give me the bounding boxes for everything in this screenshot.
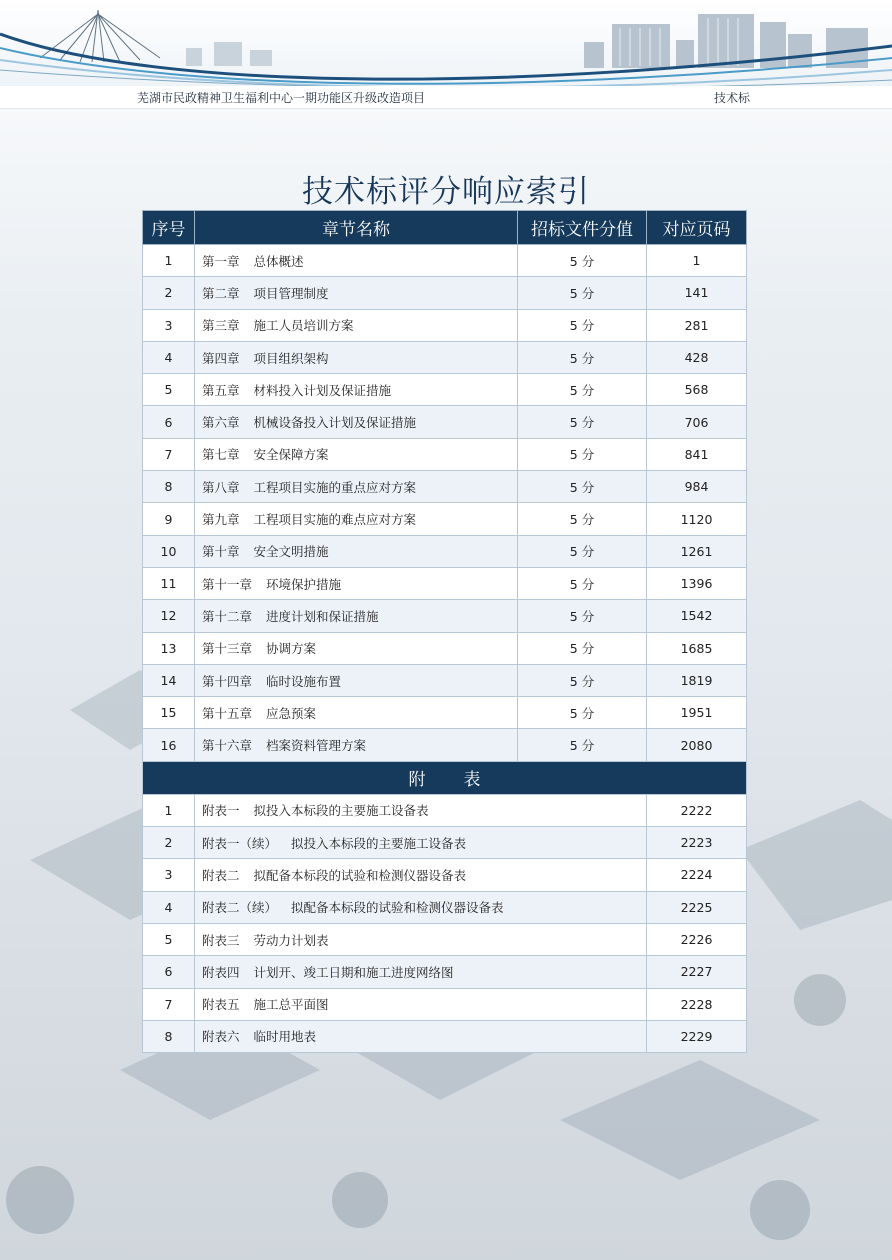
chapter-name [195, 729, 518, 761]
appendix-label: 附表五 [202, 997, 240, 1013]
page-number: 141 [647, 277, 747, 309]
appendix-row [143, 859, 747, 891]
appendix-name [195, 1020, 647, 1052]
chapter-title: 协调方案 [266, 641, 317, 657]
table-row [143, 729, 747, 761]
page-number: 2223 [647, 827, 747, 859]
chapter-label: 第十二章 [202, 608, 253, 624]
appendix-row [143, 794, 747, 826]
appendix-title: 临时用地表 [253, 1029, 317, 1045]
appendix-heading-right: 表 [463, 770, 481, 791]
chapter-label: 第十五章 [202, 705, 253, 721]
appendix-label: 附表二（续） [202, 900, 278, 916]
table-row [143, 600, 747, 632]
score-value: 5 分 [518, 503, 647, 535]
score-value: 5 分 [518, 471, 647, 503]
row-number: 6 [143, 406, 195, 438]
chapter-name [195, 632, 518, 664]
chapter-name [195, 600, 518, 632]
appendix-name [195, 988, 647, 1020]
chapter-label: 第六章 [202, 415, 240, 431]
page-number: 1 [647, 245, 747, 277]
chapter-name [195, 697, 518, 729]
page-number: 2222 [647, 794, 747, 826]
chapter-label: 第八章 [202, 479, 240, 495]
appendix-row [143, 1020, 747, 1052]
col-header-page: 对应页码 [647, 211, 747, 245]
chapter-name [195, 438, 518, 470]
header-project-name: 芜湖市民政精神卫生福利中心一期功能区升级改造项目 [137, 91, 426, 105]
page-number: 1951 [647, 697, 747, 729]
header-skyline-banner [0, 0, 892, 88]
chapter-label: 第一章 [202, 253, 240, 269]
score-value: 5 分 [518, 729, 647, 761]
appendix-name [195, 891, 647, 923]
page-number: 2229 [647, 1020, 747, 1052]
chapter-title: 安全文明措施 [253, 544, 329, 560]
appendix-label: 附表一 [202, 803, 240, 819]
appendix-row [143, 923, 747, 955]
col-header-chapter: 章节名称 [195, 211, 518, 245]
appendix-name [195, 859, 647, 891]
appendix-row [143, 988, 747, 1020]
chapter-title: 应急预案 [266, 705, 317, 721]
table-row [143, 567, 747, 599]
row-number: 6 [143, 956, 195, 988]
header-bar [0, 86, 892, 109]
row-number: 14 [143, 664, 195, 696]
chapter-label: 第十四章 [202, 673, 253, 689]
chapter-title: 档案资料管理方案 [266, 738, 367, 754]
header-doc-type: 技术标 [714, 91, 751, 105]
table-row [143, 406, 747, 438]
score-value: 5 分 [518, 535, 647, 567]
page-number: 2228 [647, 988, 747, 1020]
row-number: 12 [143, 600, 195, 632]
appendix-row [143, 891, 747, 923]
row-number: 13 [143, 632, 195, 664]
chapter-label: 第十三章 [202, 641, 253, 657]
chapter-label: 第十六章 [202, 738, 253, 754]
page-number: 984 [647, 471, 747, 503]
score-value: 5 分 [518, 664, 647, 696]
score-value: 5 分 [518, 245, 647, 277]
appendix-title: 计划开、竣工日期和施工进度网络图 [253, 964, 454, 980]
table-row [143, 697, 747, 729]
page-number: 1542 [647, 600, 747, 632]
chapter-label: 第十一章 [202, 576, 253, 592]
page-number: 1396 [647, 567, 747, 599]
appendix-title: 拟投入本标段的主要施工设备表 [291, 835, 467, 851]
score-value: 5 分 [518, 374, 647, 406]
row-number: 1 [143, 245, 195, 277]
page-number: 1685 [647, 632, 747, 664]
row-number: 7 [143, 988, 195, 1020]
table-row [143, 664, 747, 696]
chapter-title: 总体概述 [253, 253, 304, 269]
row-number: 15 [143, 697, 195, 729]
table-row [143, 309, 747, 341]
row-number: 4 [143, 341, 195, 373]
appendix-label: 附表四 [202, 964, 240, 980]
table-row [143, 471, 747, 503]
row-number: 9 [143, 503, 195, 535]
appendix-label: 附表三 [202, 932, 240, 948]
page-number: 1261 [647, 535, 747, 567]
page-number: 841 [647, 438, 747, 470]
row-number: 3 [143, 859, 195, 891]
page-number: 281 [647, 309, 747, 341]
chapter-title: 临时设施布置 [266, 673, 342, 689]
appendix-title: 施工总平面图 [253, 997, 329, 1013]
appendix-title: 拟配备本标段的试验和检测仪器设备表 [291, 900, 504, 916]
table-row [143, 245, 747, 277]
table-row [143, 535, 747, 567]
chapter-title: 环境保护措施 [266, 576, 342, 592]
table-row [143, 438, 747, 470]
chapter-title: 施工人员培训方案 [253, 318, 354, 334]
row-number: 2 [143, 827, 195, 859]
chapter-name [195, 406, 518, 438]
score-value: 5 分 [518, 567, 647, 599]
chapter-label: 第十章 [202, 544, 240, 560]
table-header-row [143, 211, 747, 245]
chapter-title: 项目组织架构 [253, 350, 329, 366]
page-title: 技术标评分响应索引 [302, 174, 590, 210]
chapter-name [195, 664, 518, 696]
score-value: 5 分 [518, 309, 647, 341]
appendix-heading-left: 附 [408, 770, 426, 791]
page-number: 2227 [647, 956, 747, 988]
score-value: 5 分 [518, 277, 647, 309]
chapter-name [195, 309, 518, 341]
page-number: 568 [647, 374, 747, 406]
appendix-title: 拟投入本标段的主要施工设备表 [253, 803, 429, 819]
score-value: 5 分 [518, 600, 647, 632]
row-number: 10 [143, 535, 195, 567]
row-number: 7 [143, 438, 195, 470]
chapter-label: 第四章 [202, 350, 240, 366]
chapter-name [195, 341, 518, 373]
page-number: 1120 [647, 503, 747, 535]
chapter-title: 工程项目实施的重点应对方案 [253, 479, 417, 495]
row-number: 5 [143, 923, 195, 955]
appendix-label: 附表六 [202, 1029, 240, 1045]
page-number: 2226 [647, 923, 747, 955]
score-value: 5 分 [518, 632, 647, 664]
chapter-name [195, 567, 518, 599]
appendix-row [143, 956, 747, 988]
table-row [143, 632, 747, 664]
appendix-label: 附表二 [202, 867, 240, 883]
row-number: 8 [143, 1020, 195, 1052]
score-index-table [142, 210, 747, 1053]
page-number: 2224 [647, 859, 747, 891]
chapter-label: 第五章 [202, 382, 240, 398]
row-number: 11 [143, 567, 195, 599]
row-number: 3 [143, 309, 195, 341]
chapter-name [195, 245, 518, 277]
appendix-row [143, 827, 747, 859]
chapter-label: 第二章 [202, 285, 240, 301]
page-number: 1819 [647, 664, 747, 696]
score-value: 5 分 [518, 341, 647, 373]
page-number: 2225 [647, 891, 747, 923]
chapter-label: 第九章 [202, 512, 240, 528]
row-number: 2 [143, 277, 195, 309]
page-number: 2080 [647, 729, 747, 761]
appendix-title: 劳动力计划表 [253, 932, 329, 948]
appendix-name [195, 923, 647, 955]
appendix-heading-row [143, 761, 747, 794]
page-number: 428 [647, 341, 747, 373]
row-number: 8 [143, 471, 195, 503]
appendix-name [195, 794, 647, 826]
chapter-title: 机械设备投入计划及保证措施 [253, 415, 417, 431]
col-header-score: 招标文件分值 [518, 211, 647, 245]
appendix-heading [143, 761, 747, 794]
row-number: 1 [143, 794, 195, 826]
chapter-name [195, 374, 518, 406]
score-value: 5 分 [518, 697, 647, 729]
chapter-name [195, 471, 518, 503]
table-row [143, 341, 747, 373]
row-number: 4 [143, 891, 195, 923]
appendix-name [195, 827, 647, 859]
chapter-label: 第七章 [202, 447, 240, 463]
chapter-label: 第三章 [202, 318, 240, 334]
appendix-label: 附表一（续） [202, 835, 278, 851]
col-header-no: 序号 [143, 211, 195, 245]
score-value: 5 分 [518, 406, 647, 438]
appendix-name [195, 956, 647, 988]
chapter-name [195, 535, 518, 567]
chapter-title: 进度计划和保证措施 [266, 608, 379, 624]
table-row [143, 503, 747, 535]
score-value: 5 分 [518, 438, 647, 470]
chapter-title: 材料投入计划及保证措施 [253, 382, 392, 398]
table-row [143, 374, 747, 406]
appendix-title: 拟配备本标段的试验和检测仪器设备表 [253, 867, 467, 883]
chapter-name [195, 277, 518, 309]
row-number: 16 [143, 729, 195, 761]
chapter-title: 工程项目实施的难点应对方案 [253, 512, 417, 528]
row-number: 5 [143, 374, 195, 406]
chapter-title: 项目管理制度 [253, 285, 329, 301]
chapter-title: 安全保障方案 [253, 447, 329, 463]
table-row [143, 277, 747, 309]
page-number: 706 [647, 406, 747, 438]
chapter-name [195, 503, 518, 535]
